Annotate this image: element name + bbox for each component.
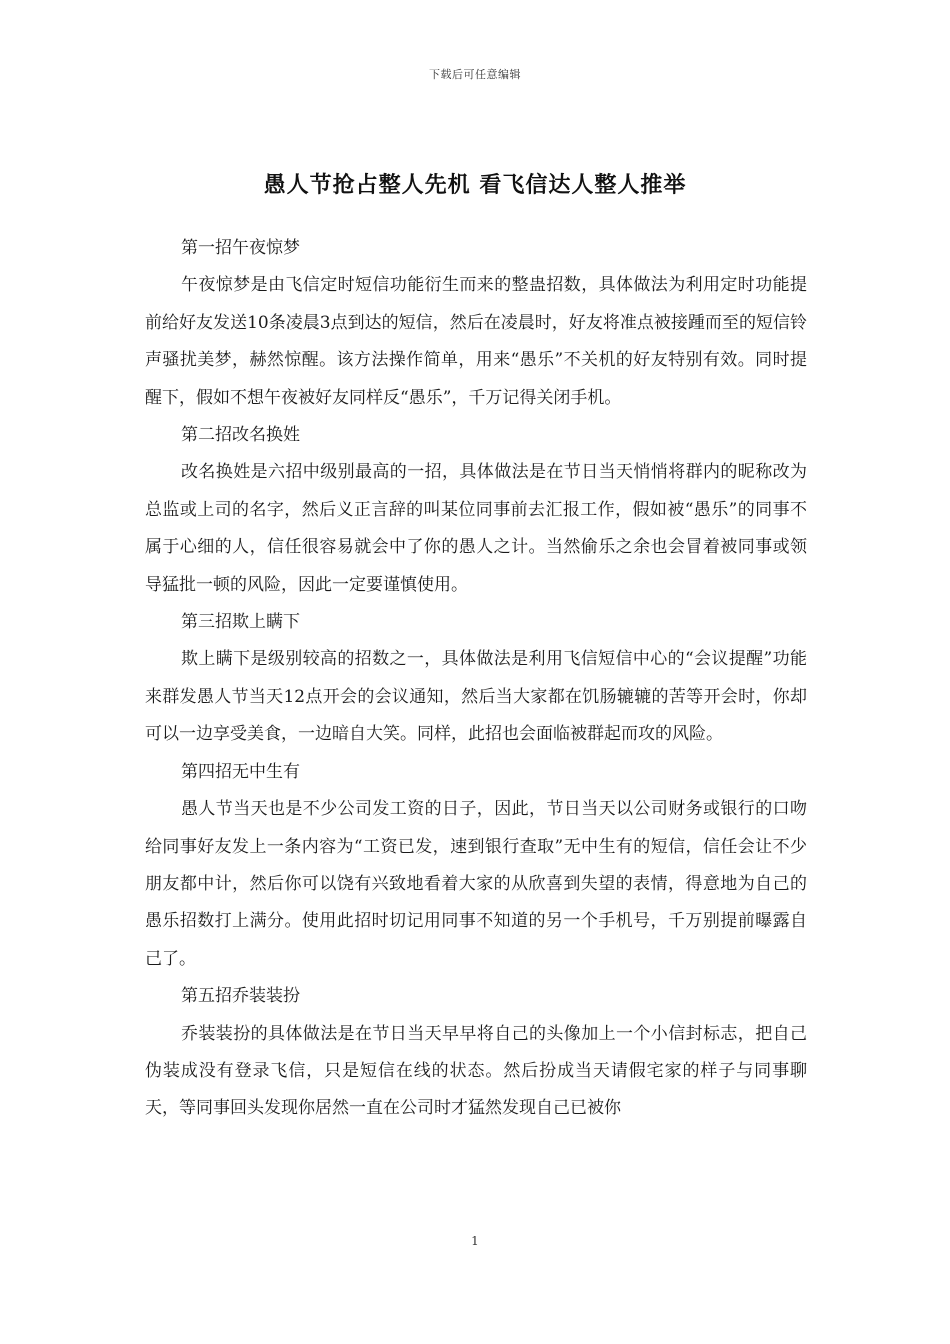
section-heading-1: 第一招午夜惊梦 (181, 238, 300, 258)
section-paragraph-3: 欺上瞒下是级别较高的招数之一，具体做法是利用飞信短信中心的“会议提醒”功能来群发愚人节当天12点开会的会议通知，然后当大家都在饥肠辘辘的苦等开会时，你却可以一边享受美食，一边暗自大笑。同样，此招也会面临被群起而攻的风险。 (145, 649, 807, 745)
section-heading-2: 第二招改名换姓 (181, 425, 300, 446)
section-heading-4: 第四招无中生有 (181, 761, 300, 782)
document-title: 愚人节抢占整人先机 看飞信达人整人推举 (263, 172, 687, 198)
section-paragraph-1: 午夜惊梦是由飞信定时短信功能衍生而来的整蛊招数，具体做法为利用定时功能提前给好友发送10条凌晨3点到达的短信，然后在凌晨时，好友将准点被接踵而至的短信铃声骚扰美梦，赫然惊醒。该方法操作简单，用来“愚乐”不关机的好友特别有效。同时提醒下，假如不想午夜被好友同样反“愚乐”，千万记得关闭手机。 (145, 275, 807, 408)
document-body (145, 230, 807, 1128)
section-paragraph-2: 改名换姓是六招中级别最高的一招，具体做法是在节日当天悄悄将群内的昵称改为总监或上司的名字，然后义正言辞的叫某位同事前去汇报工作，假如被“愚乐”的同事不属于心细的人，信任很容易就会中了你的愚人之计。当然偷乐之余也会冒着被同事或领导猛批一顿的风险，因此一定要谨慎使用。 (145, 462, 807, 595)
section-heading-3: 第三招欺上瞒下 (181, 612, 300, 633)
section-paragraph-5: 乔装装扮的具体做法是在节日当天早早将自己的头像加上一个小信封标志，把自己伪装成没有登录飞信，只是短信在线的状态。然后扮成当天请假宅家的样子与同事聊天，等同事回头发现你居然一直在公司时才猛然发现自己已被你 (145, 1023, 807, 1119)
section-heading-5: 第五招乔装装扮 (181, 986, 300, 1007)
page-number: 1 (471, 1234, 479, 1248)
header-note: 下载后可任意编辑 (429, 68, 521, 81)
section-paragraph-4: 愚人节当天也是不少公司发工资的日子，因此，节日当天以公司财务或银行的口吻给同事好友发上一条内容为“工资已发，速到银行查取”无中生有的短信，信任会让不少朋友都中计，然后你可以饶有兴致地看着大家的从欣喜到失望的表情，得意地为自己的愚乐招数打上满分。使用此招时切记用同事不知道的另一个手机号，千万别提前曝露自己了。 (145, 799, 807, 969)
